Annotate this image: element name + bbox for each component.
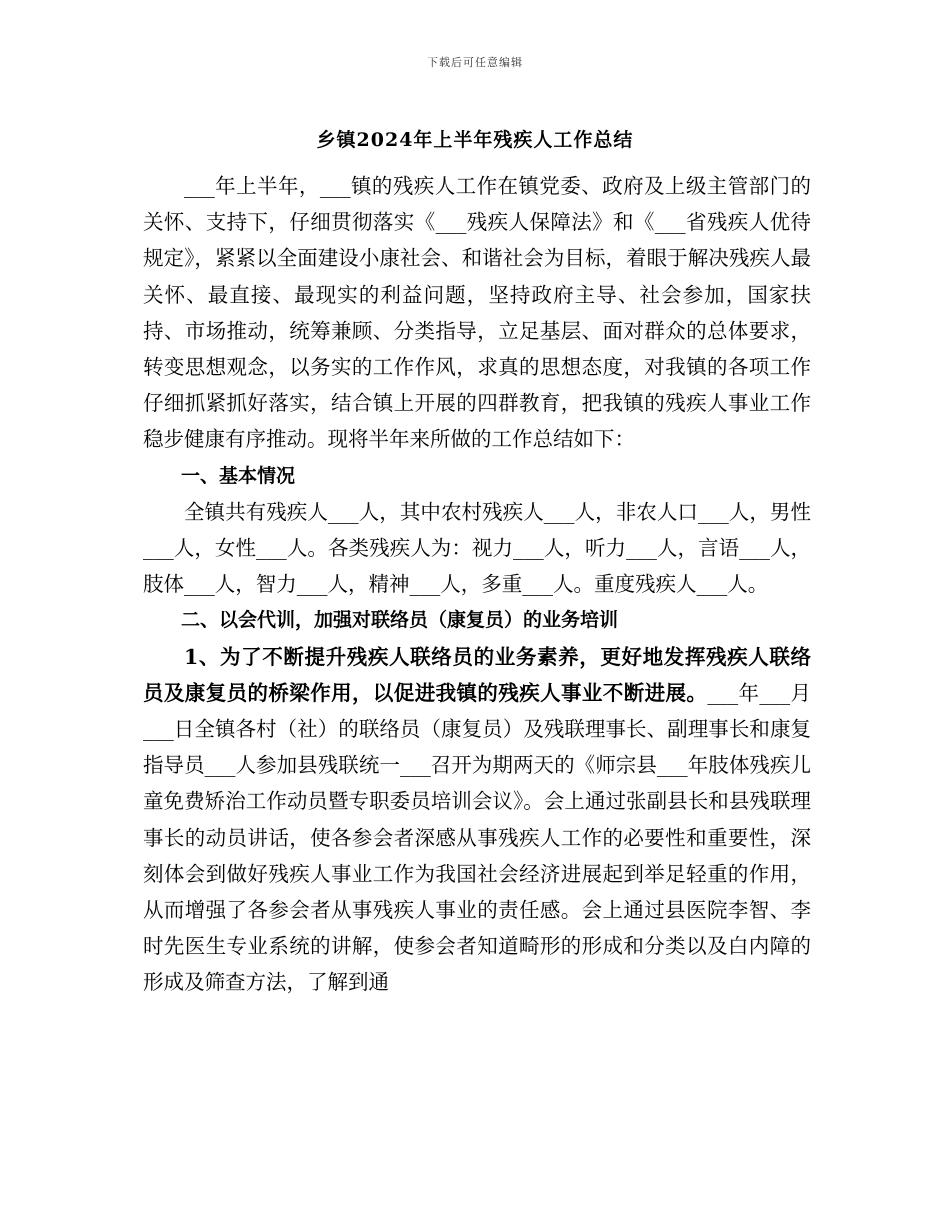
section-heading-training: 二、以会代训，加强对联络员（康复员）的业务培训 (181, 609, 619, 632)
basic-info-paragraph: 全镇共有残疾人___人，其中农村残疾人___人，非农人口___人，男性___人，女性___人。各类残疾人为：视力___人，听力___人，言语___人，肢体___人，智力___人，精神___人，多重___人。重度残疾人___人。 (143, 499, 811, 597)
header-note: 下载后可任意编辑 (427, 56, 523, 69)
intro-paragraph: ___年上半年，___镇的残疾人工作在镇党委、政府及上级主管部门的关怀、支持下，仔细贯彻落实《___残疾人保障法》和《___省残疾人优待规定》，紧紧以全面建设小康社会、和谐社会为目标，着眼于解决残疾人最关怀、最直接、最现实的利益问题，坚持政府主导、社会参加，国家扶持、市场推动，统筹兼顾、分类指导，立足基层、面对群众的总体要求，转变思想观念，以务实的工作作风，求真的思想态度，对我镇的各项工作仔细抓紧抓好落实，结合镇上开展的四群教育，把我镇的残疾人事业工作稳步健康有序推动。现将半年来所做的工作总结如下： (143, 174, 811, 452)
section-heading-basic: 一、基本情况 (181, 464, 296, 487)
training-paragraph (143, 639, 811, 1001)
training-lead-text: 1、为了不断提升残疾人联络员的业务素养，更好地发挥残疾人联络员及康复员的桥梁作用，以促进我镇的残疾人事业不断进展。 (143, 644, 811, 705)
document-title: 乡镇2024年上半年残疾人工作总结 (316, 129, 634, 151)
document-body (143, 168, 811, 1001)
training-body-text: ___年___月___日全镇各村（社）的联络员（康复员）及残联理事长、副理事长和康复指导员___人参加县残联统一___召开为期两天的《师宗县___年肢体残疾儿童免费矫治工作动员暨专职委员培训会议》。会上通过张副县长和县残联理事长的动员讲话，使各参会者深感从事残疾人工作的必要性和重要性，深刻体会到做好残疾人事业工作为我国社会经济进展起到举足轻重的作用，从而增强了各参会者从事残疾人事业的责任感。会上通过县医院李智、李时先医生专业系统的讲解，使参会者知道畸形的形成和分类以及白内障的形成及筛查方法，了解到通 (143, 680, 812, 995)
